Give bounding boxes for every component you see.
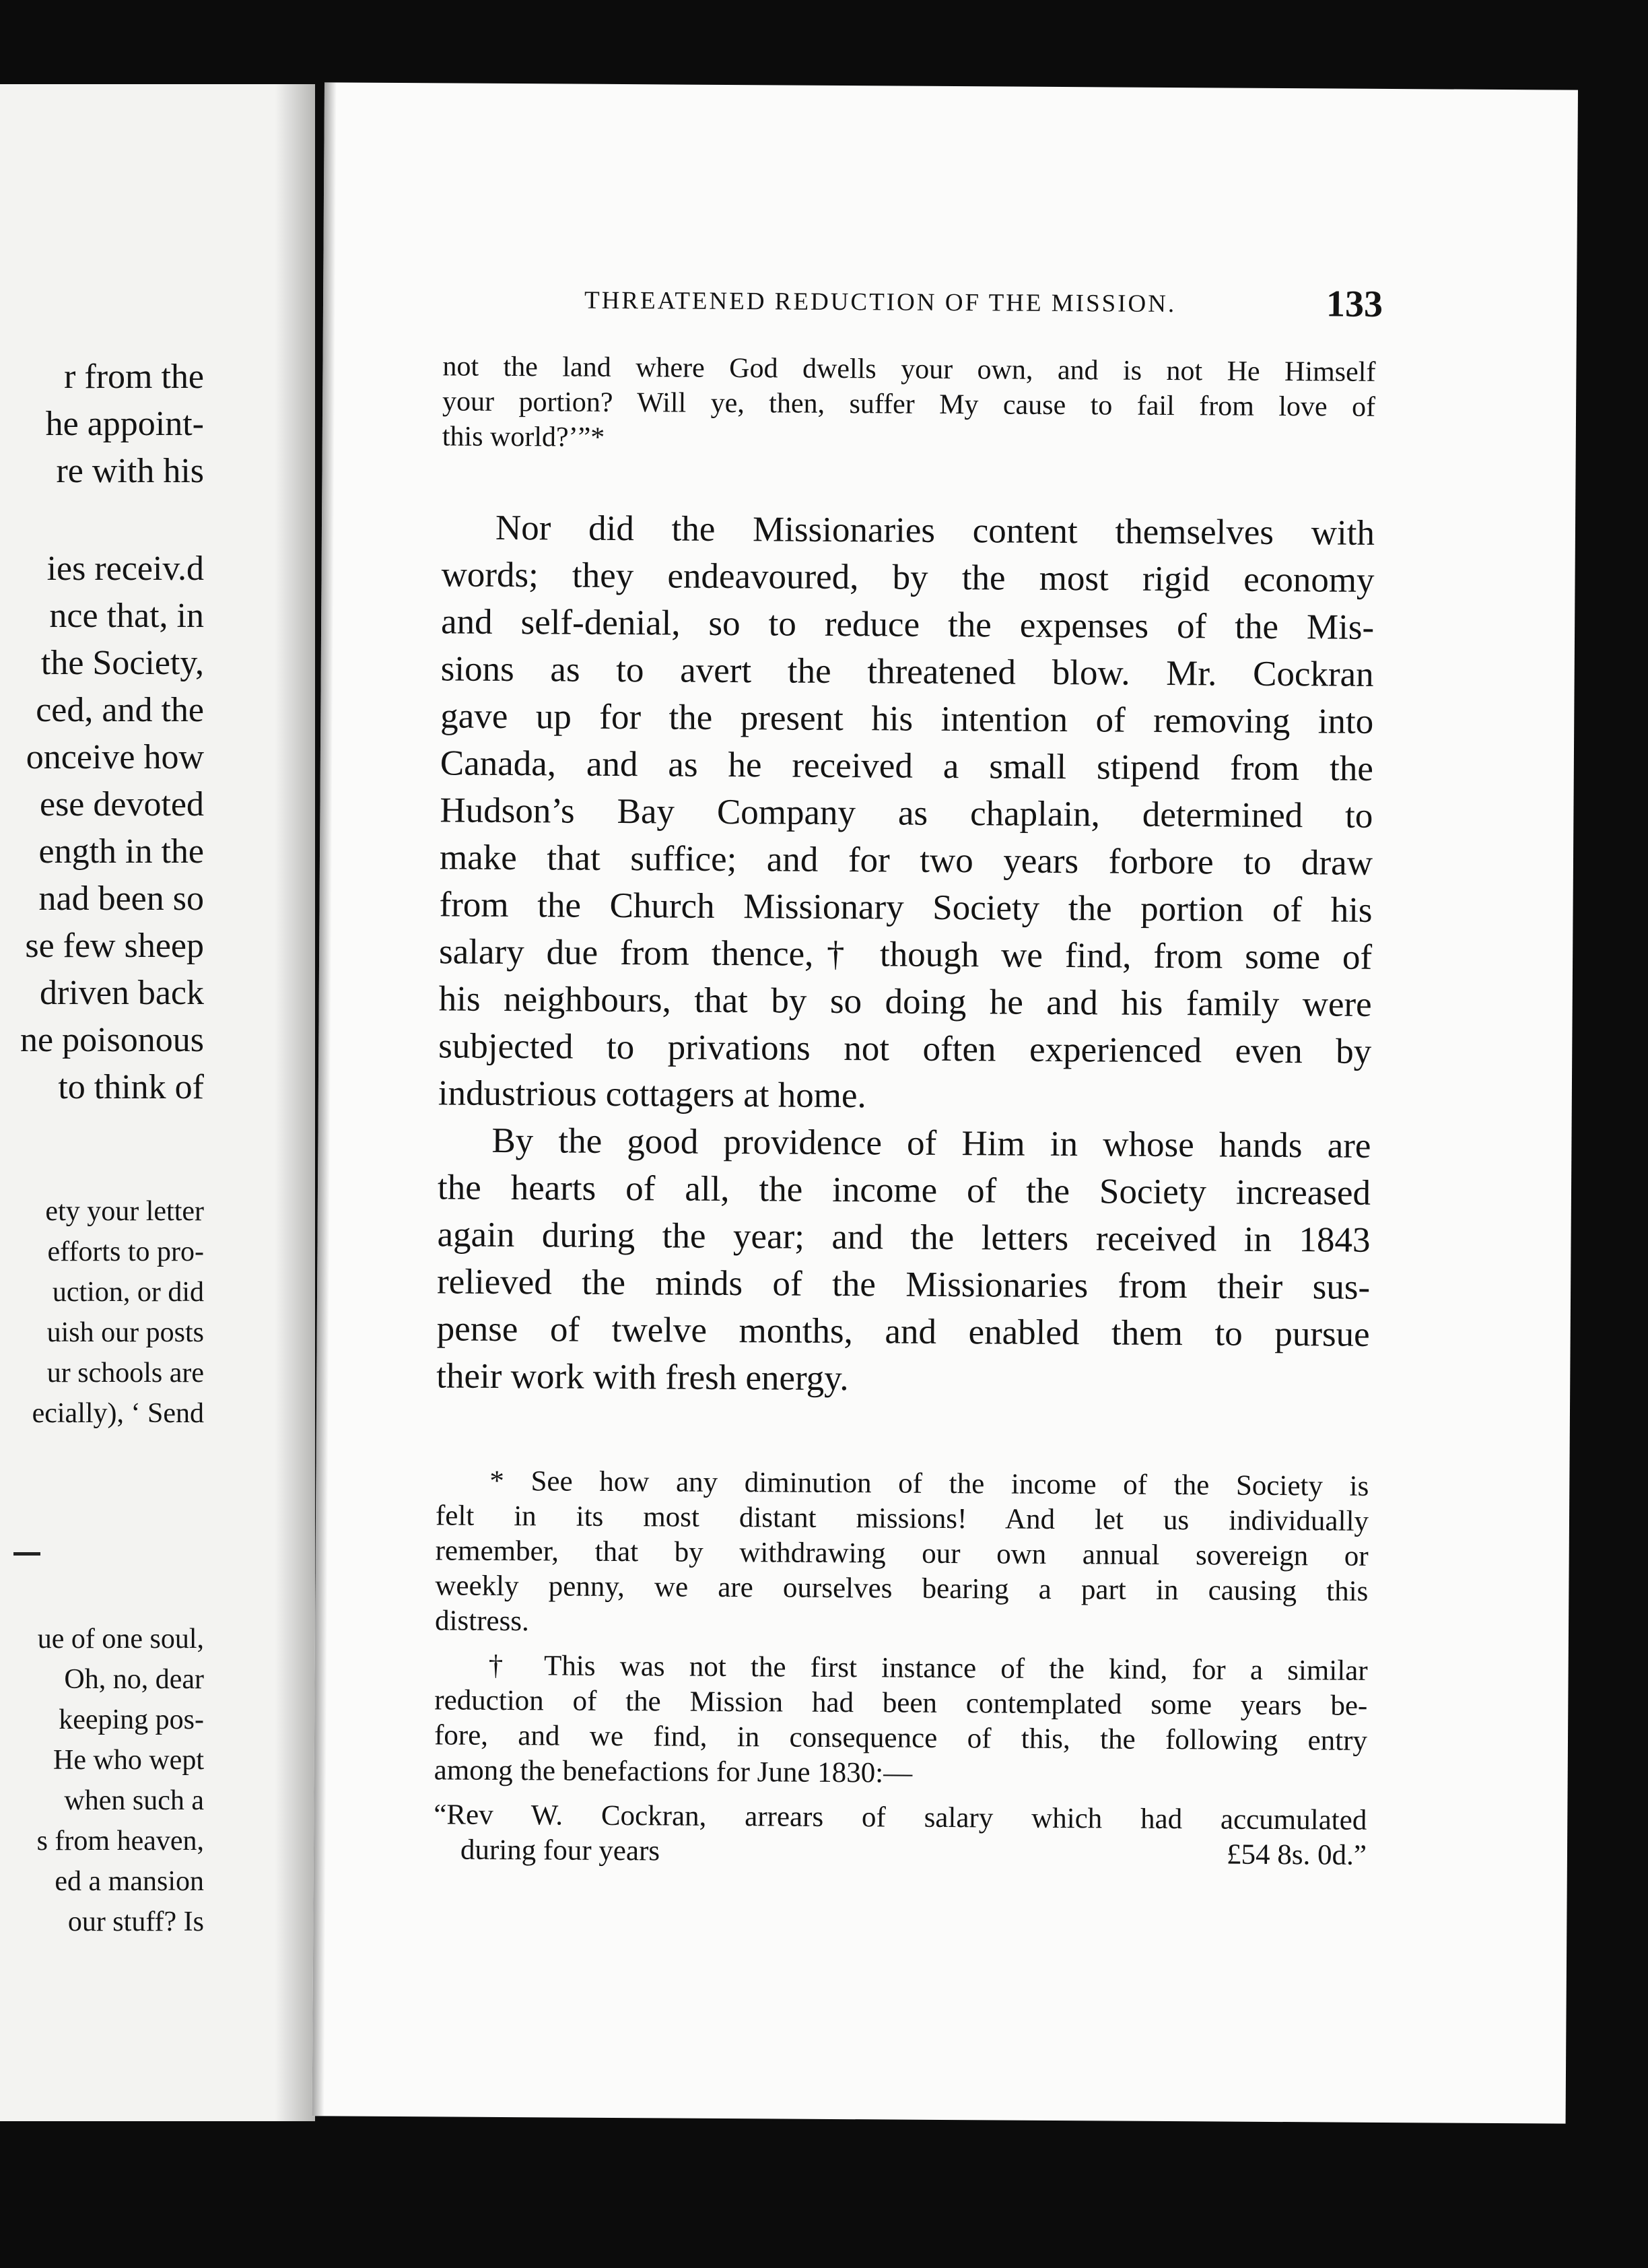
paragraph-line: and self-denial, so to reduce the expenses of the Mis- <box>440 602 1375 647</box>
left-rule <box>13 1552 40 1556</box>
left-quote-line: uish our posts <box>46 1317 204 1348</box>
left-body-line: ese devoted <box>39 785 204 824</box>
left-quote-line: ecially), ‘ Send <box>32 1398 204 1429</box>
left-body-line: he appoint- <box>45 405 204 443</box>
left-lower-line: He who wept <box>53 1745 204 1776</box>
left-lower-line: our stuff? Is <box>67 1906 204 1937</box>
paragraph-line: Canada, and as he received a small stipend from the <box>440 743 1373 789</box>
footnote-line: reduction of the Mission had been contemplated some years be- <box>434 1684 1368 1722</box>
left-body-line: nce that, in <box>49 597 204 635</box>
left-body-line: se few sheep <box>25 927 204 965</box>
footnote-line: fore, and we find, in consequence of this, the following entry <box>434 1719 1368 1757</box>
page-edge-shadow <box>312 82 337 2116</box>
left-lower-line: when such a <box>64 1785 204 1816</box>
left-body-line: re with his <box>56 452 204 490</box>
paragraph-line: make that suffice; and for two years forbore to draw <box>439 838 1373 883</box>
left-page <box>0 84 315 2121</box>
quote-line: this world?’”* <box>442 421 605 453</box>
left-lower-line: keeping pos- <box>59 1704 204 1735</box>
footnote-line: remember, that by withdrawing our own annual sovereign or <box>435 1535 1369 1572</box>
left-body-line: the Society, <box>40 644 204 682</box>
left-quote-line: ety your letter <box>45 1196 204 1227</box>
left-lower-line: s from heaven, <box>36 1826 204 1857</box>
left-body-line: to think of <box>58 1068 204 1106</box>
paragraph-line: words; they endeavoured, by the most rigid economy <box>441 555 1375 600</box>
quote-line: not the land where God dwells your own, and is not He Himself <box>442 351 1376 388</box>
left-lower-line: ed a mansion <box>55 1866 204 1897</box>
paragraph-line: Hudson’s Bay Company as chaplain, determined to <box>440 791 1373 836</box>
left-body-line: driven back <box>39 974 204 1012</box>
paragraph-line: again during the year; and the letters received in 1843 <box>437 1215 1371 1260</box>
left-quote-line: efforts to pro- <box>47 1236 204 1267</box>
paragraph-line: gave up for the present his intention of removing into <box>440 696 1374 741</box>
benefaction-entry-row <box>434 1832 1367 1873</box>
quote-line: your portion? Will ye, then, suffer My cause to fail from love of <box>442 386 1376 423</box>
running-header: THREATENED REDUCTION OF THE MISSION. <box>584 286 1177 319</box>
footnote-line: weekly penny, we are ourselves bearing a part in causing this <box>435 1570 1369 1607</box>
left-lower-line: ue of one soul, <box>37 1624 204 1655</box>
footnote-line: * See how any diminution of the income of the Society is <box>489 1465 1369 1502</box>
left-body-line: nad been so <box>38 879 204 918</box>
paragraph-line: pense of twelve months, and enabled them to pursue <box>436 1309 1370 1354</box>
paragraph-line: industrious cottagers at home. <box>438 1073 866 1116</box>
left-quote-line: ur schools are <box>46 1358 204 1389</box>
paragraph-line: their work with fresh energy. <box>436 1356 849 1399</box>
paragraph-line: from the Church Missionary Society the portion of his <box>439 885 1373 930</box>
left-quote-line: uction, or did <box>52 1277 204 1308</box>
footnote-line: distress. <box>434 1605 529 1638</box>
page-number: 133 <box>1326 283 1383 325</box>
gutter-shadow <box>275 84 315 2121</box>
paragraph-line: Nor did the Missionaries content themselves with <box>495 508 1375 553</box>
benefaction-entry-line: “Rev W. Cockran, arrears of salary which had accumulated <box>434 1799 1367 1836</box>
paragraph-line: salary due from thence,† though we find, from some of <box>438 932 1373 977</box>
footnote-line: † This was not the first instance of the kind, for a similar <box>488 1649 1368 1687</box>
left-body-line: r from the <box>64 358 204 396</box>
paragraph-line: sions as to avert the threatened blow. Mr. Cockran <box>440 649 1374 694</box>
left-lower-line: Oh, no, dear <box>64 1664 204 1695</box>
benefaction-entry-desc: during four years <box>460 1834 660 1867</box>
paragraph-line: relieved the minds of the Missionaries from their sus- <box>436 1262 1371 1307</box>
left-body-line: ies receiv.d <box>46 549 204 588</box>
footnotes <box>434 1463 1369 1873</box>
benefaction-amount: £54 8s. 0d.” <box>1226 1838 1367 1871</box>
paragraph-line: his neighbours, that by so doing he and his family were <box>438 979 1372 1024</box>
left-body-line: onceive how <box>26 738 204 776</box>
left-body-line: ced, and the <box>36 691 204 729</box>
left-body-line: ne poisonous <box>20 1021 204 1059</box>
right-page <box>312 82 1578 2123</box>
paragraph-line: subjected to privations not often experienced even by <box>438 1026 1372 1071</box>
main-text <box>436 504 1375 1405</box>
quote-continuation <box>442 349 1376 459</box>
left-body-line: ength in the <box>38 832 204 871</box>
footnote-line: among the benefactions for June 1830:— <box>434 1754 913 1789</box>
paragraph-line: the hearts of all, the income of the Society increased <box>437 1168 1371 1213</box>
paragraph-line: By the good providence of Him in whose hands are <box>491 1121 1371 1166</box>
footnote-line: felt in its most distant missions! And let us individually <box>435 1500 1369 1537</box>
